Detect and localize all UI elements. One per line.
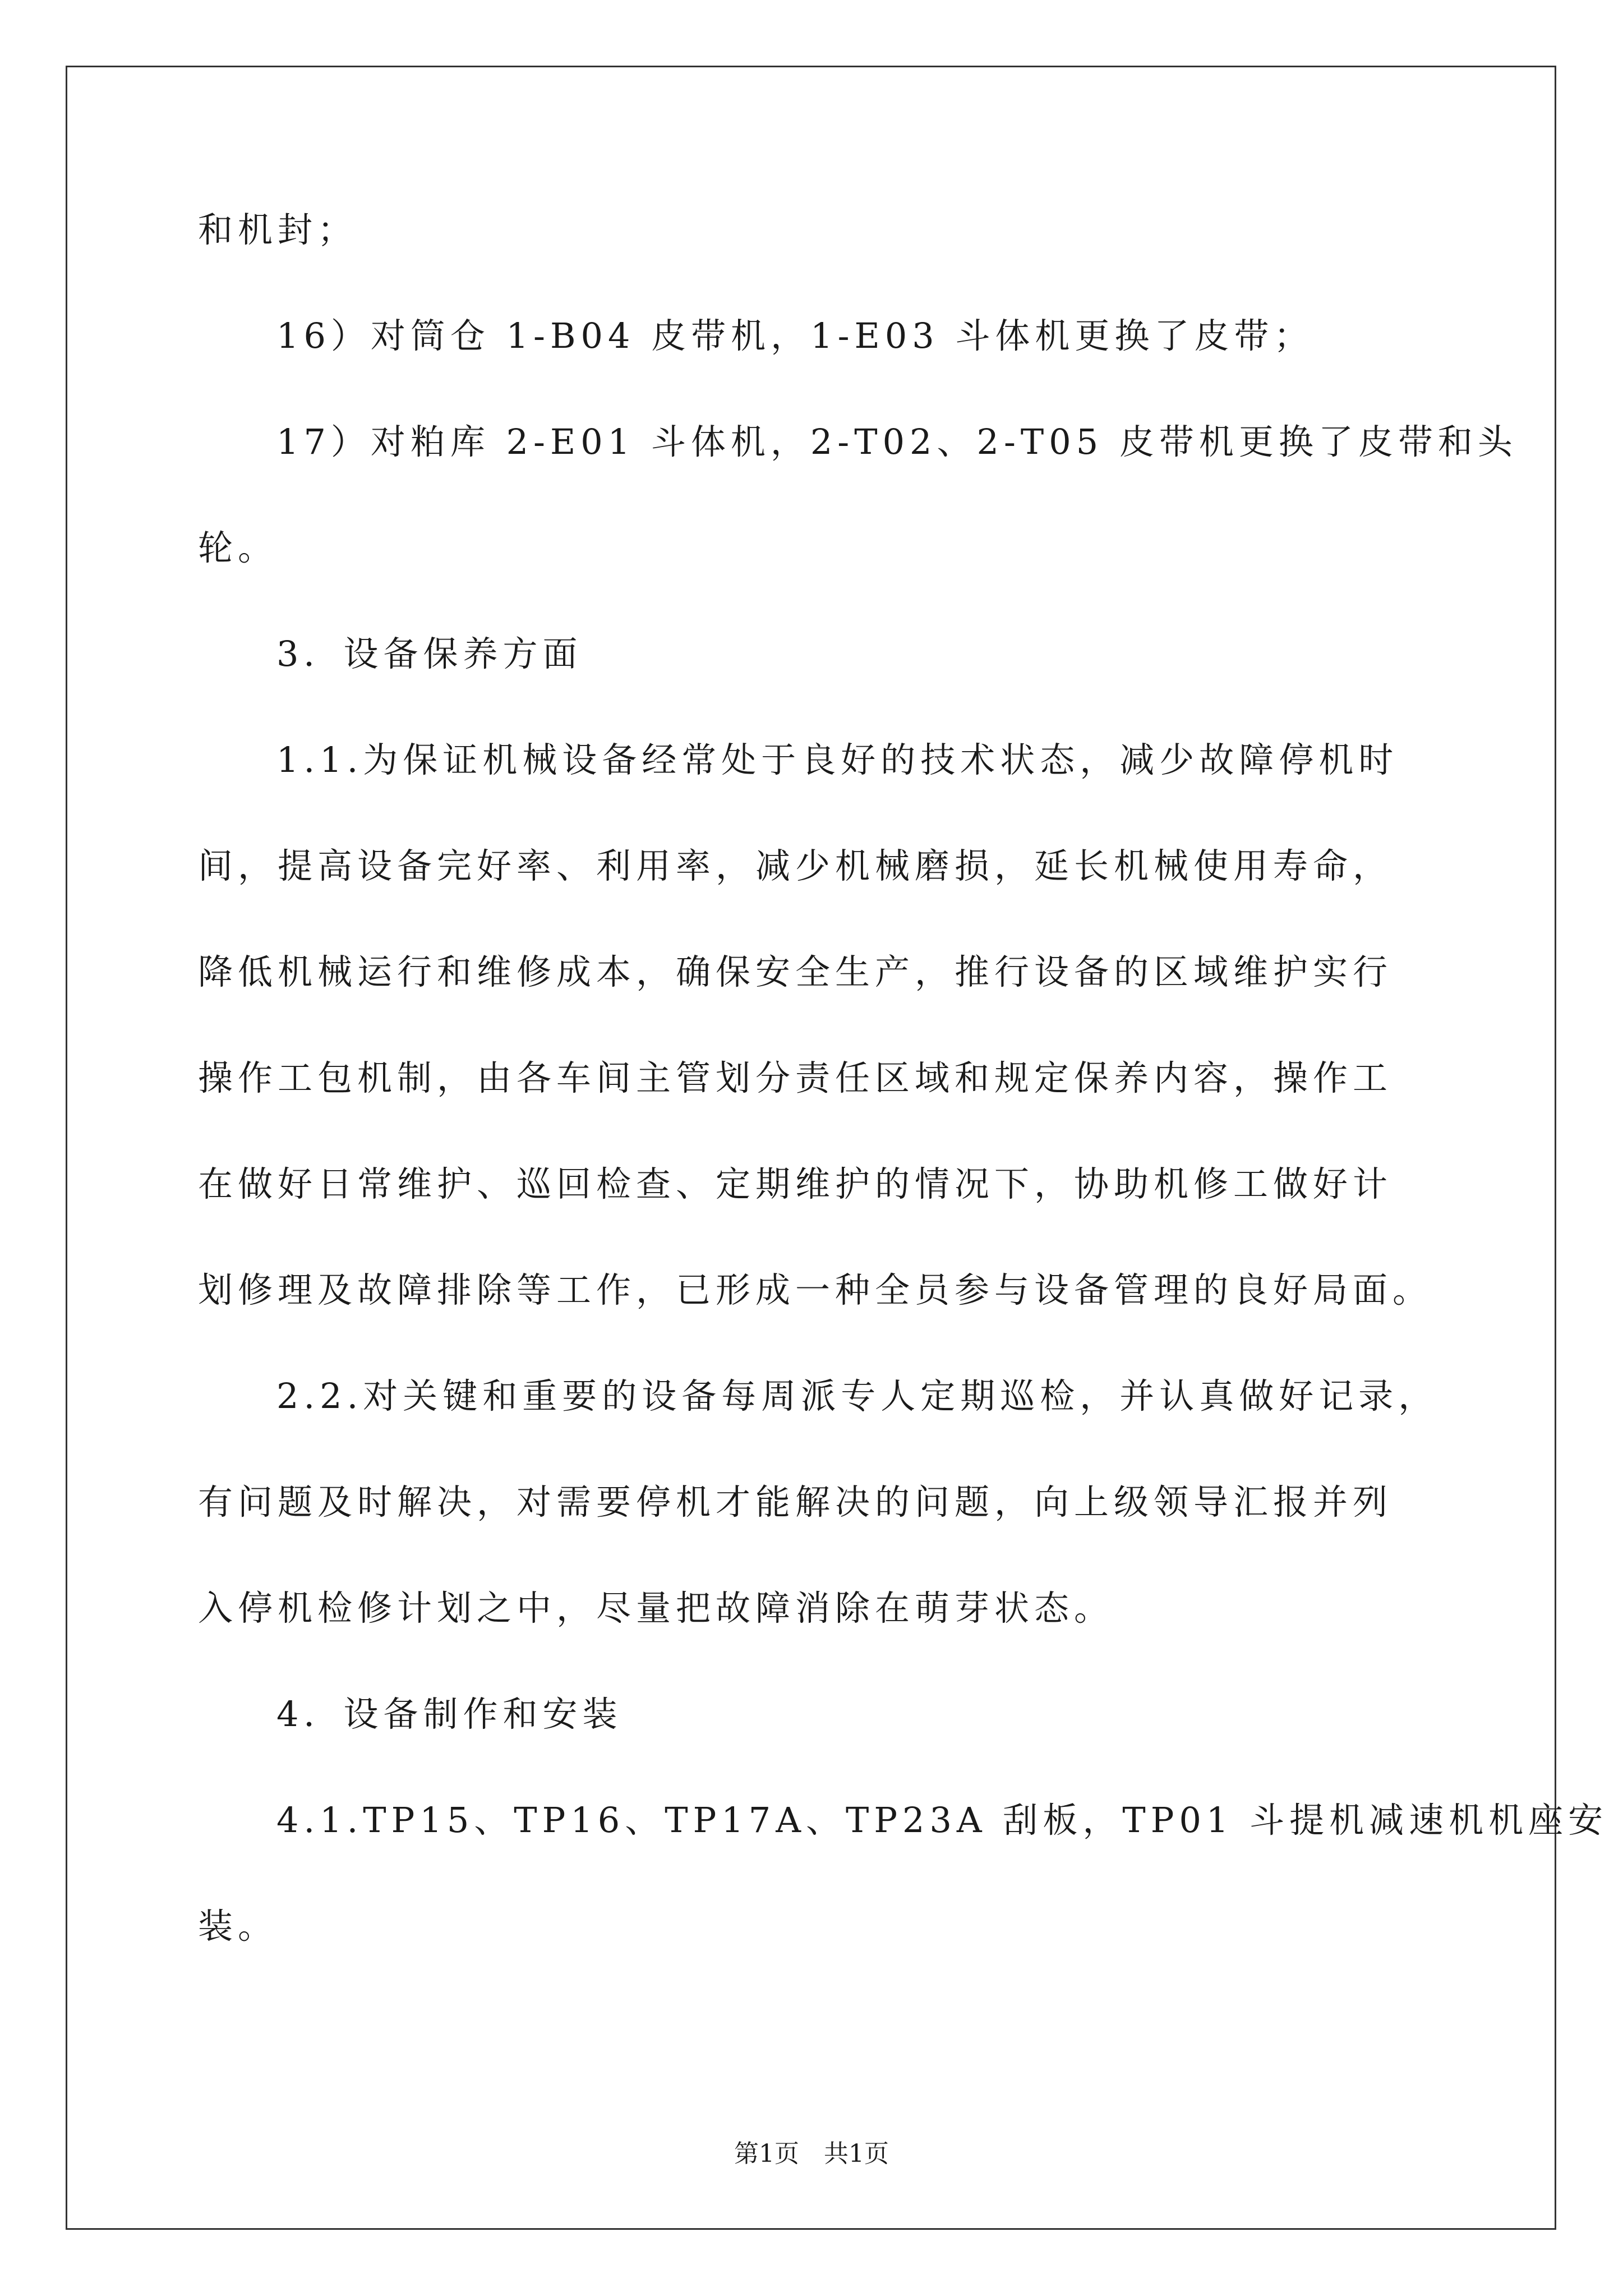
- body-line: 操作工包机制，由各车间主管划分责任区域和规定保养内容，操作工: [198, 1057, 1393, 1098]
- body-line: 轮。: [198, 527, 278, 568]
- body-line: 16）对筒仓 1-B04 皮带机，1-E03 斗体机更换了皮带；: [276, 315, 1314, 356]
- page-border: [66, 66, 1556, 2230]
- body-line: 和机封；: [198, 209, 358, 250]
- body-line: 在做好日常维护、巡回检查、定期维护的情况下，协助机修工做好计: [198, 1163, 1393, 1204]
- section-heading: 4．设备制作和安装: [276, 1694, 623, 1734]
- body-line: 1.1.为保证机械设备经常处于良好的技术状态，减少故障停机时: [276, 739, 1399, 780]
- body-line: 降低机械运行和维修成本，确保安全生产，推行设备的区域维护实行: [198, 951, 1393, 992]
- body-line: 入停机检修计划之中，尽量把故障消除在萌芽状态。: [198, 1588, 1114, 1628]
- body-line: 有问题及时解决，对需要停机才能解决的问题，向上级领导汇报并列: [198, 1481, 1393, 1522]
- body-line: 划修理及故障排除等工作，已形成一种全员参与设备管理的良好局面。: [198, 1269, 1433, 1310]
- body-line: 4.1.TP15、TP16、TP17A、TP23A 刮板，TP01 斗提机减速机机座安: [276, 1800, 1608, 1841]
- body-line: 17）对粕库 2-E01 斗体机，2-T02、2-T05 皮带机更换了皮带和头: [276, 421, 1518, 462]
- section-heading: 3．设备保养方面: [276, 633, 583, 674]
- page-number: 第1页 共1页: [734, 2139, 889, 2168]
- body-line: 装。: [198, 1906, 278, 1947]
- body-line: 2.2.对关键和重要的设备每周派专人定期巡检，并认真做好记录，: [276, 1375, 1438, 1416]
- body-line: 间，提高设备完好率、利用率，减少机械磨损，延长机械使用寿命，: [198, 845, 1393, 886]
